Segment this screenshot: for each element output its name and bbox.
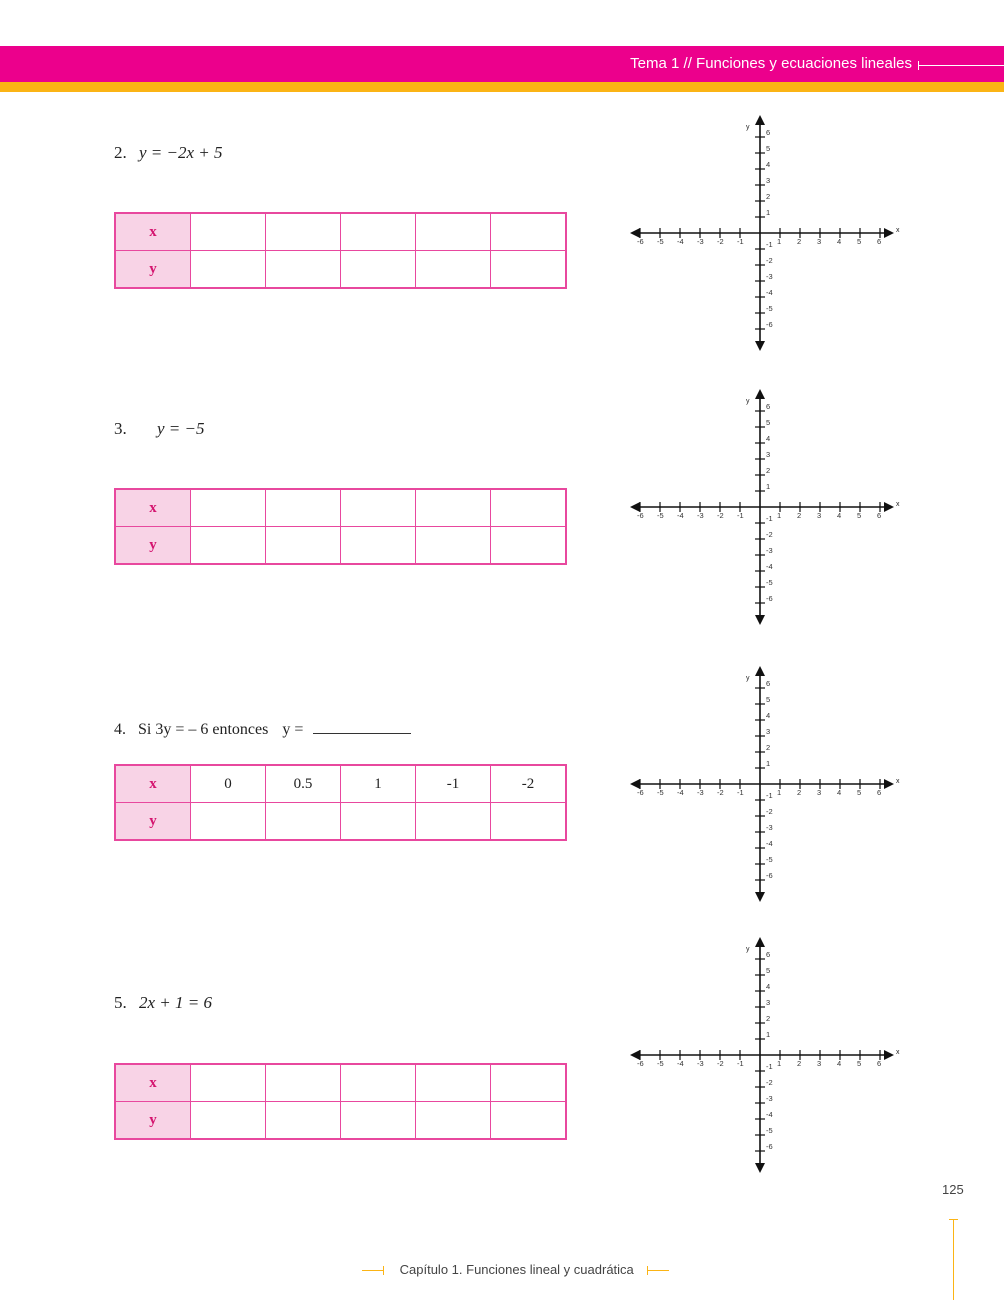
y-tick-label: -3 [766,823,773,832]
y-tick-label: -2 [766,807,773,816]
coordinate-axes-4 [628,664,908,904]
y-cell[interactable] [266,251,341,289]
x-tick-label: 4 [837,788,842,797]
x-tick-label: -2 [717,511,724,520]
value-table-3 [114,488,567,565]
x-tick-label: 3 [817,237,822,246]
problem-3 [114,419,205,439]
x-cell[interactable] [191,213,266,251]
x-tick-label: 6 [877,511,882,520]
problem-statement: Si 3y = – 6 entonces [138,721,269,738]
y-tick-label: 3 [766,998,771,1007]
table-x-header: x [115,489,191,527]
table-x-header: x [115,1064,191,1102]
x-tick-label: -5 [657,511,664,520]
y-tick-label: 4 [766,711,771,720]
y-axis-arrow-up [755,389,765,399]
y-tick-label: -4 [766,839,773,848]
x-tick-label: 2 [797,237,802,246]
x-tick-label: -2 [717,1059,724,1068]
y-tick-label: -2 [766,256,773,265]
value-table-4 [114,764,567,841]
y-tick-label: -5 [766,1126,773,1135]
y-axis-arrow-up [755,666,765,676]
y-cell[interactable] [416,527,491,565]
problem-2 [114,143,223,163]
x-tick-label: -5 [657,1059,664,1068]
page-number: 125 [942,1182,964,1197]
table-y-header: y [115,251,191,289]
x-tick-label: -6 [637,237,644,246]
x-cell[interactable] [491,213,567,251]
y-cell[interactable] [341,527,416,565]
x-tick-label: -5 [657,237,664,246]
x-cell[interactable] [416,489,491,527]
y-tick-label: 4 [766,160,771,169]
y-cell[interactable] [491,803,567,841]
x-cell[interactable] [491,489,567,527]
x-tick-label: -3 [697,511,704,520]
y-tick-label: 6 [766,679,771,688]
x-tick-label: -5 [657,788,664,797]
coordinate-axes-2 [628,113,908,353]
footer [362,1262,669,1277]
x-tick-label: 6 [877,237,882,246]
x-tick-label: -6 [637,511,644,520]
x-cell: 1 [341,765,416,803]
y-cell[interactable] [416,1102,491,1140]
x-tick-label: 1 [777,1059,782,1068]
y-tick-label: 3 [766,450,771,459]
x-tick-label: 6 [877,788,882,797]
x-cell: 0.5 [266,765,341,803]
x-axis-arrow-right [884,502,894,512]
problem-number: 2. [114,143,127,162]
y-axis-arrow-up [755,937,765,947]
y-axis-arrow-down [755,1163,765,1173]
y-cell[interactable] [266,803,341,841]
x-tick-label: -3 [697,237,704,246]
x-cell[interactable] [191,489,266,527]
y-cell[interactable] [191,803,266,841]
y-tick-label: -4 [766,288,773,297]
problem-number: 3. [114,419,127,438]
x-cell[interactable] [491,1064,567,1102]
x-tick-label: -4 [677,511,684,520]
x-cell[interactable] [266,213,341,251]
axes-svg [628,664,908,904]
axes-svg [628,113,908,353]
x-tick-label: 3 [817,1059,822,1068]
y-tick-label: -6 [766,320,773,329]
y-axis-label: y [746,946,750,953]
y-cell[interactable] [416,251,491,289]
y-tick-label: 6 [766,402,771,411]
problem-5 [114,993,212,1013]
y-tick-label: -1 [766,514,773,523]
y-cell[interactable] [266,1102,341,1140]
problem-equation: y = −2x + 5 [139,143,223,162]
y-axis-arrow-down [755,341,765,351]
y-tick-label: 2 [766,743,771,752]
x-axis-arrow-right [884,228,894,238]
x-tick-label: 3 [817,788,822,797]
y-tick-label: -2 [766,1078,773,1087]
x-tick-label: -2 [717,788,724,797]
x-cell: -1 [416,765,491,803]
y-axis-label: y [746,124,750,131]
header-yellow-stripe [0,82,1004,92]
side-rule [953,1220,954,1300]
y-axis-arrow-down [755,892,765,902]
x-tick-label: -4 [677,788,684,797]
x-tick-label: 2 [797,1059,802,1068]
y-tick-label: 1 [766,759,771,768]
x-tick-label: 4 [837,237,842,246]
table-y-header: y [115,1102,191,1140]
value-table-2 [114,212,567,289]
x-tick-label: -6 [637,1059,644,1068]
footer-rule-right [647,1270,669,1271]
y-tick-label: -6 [766,1142,773,1151]
x-tick-label: 4 [837,1059,842,1068]
y-axis-label: y [746,675,750,682]
y-tick-label: -5 [766,578,773,587]
problem-number: 4. [114,721,126,738]
x-tick-label: -1 [737,1059,744,1068]
x-cell[interactable] [266,1064,341,1102]
x-tick-label: 5 [857,788,862,797]
y-cell[interactable] [491,251,567,289]
y-tick-label: 1 [766,482,771,491]
x-tick-label: -3 [697,1059,704,1068]
x-axis-arrow-right [884,1050,894,1060]
y-tick-label: 5 [766,695,771,704]
y-tick-label: 2 [766,466,771,475]
footer-chapter: Capítulo 1. [399,1262,463,1277]
footer-title: Funciones lineal y cuadrática [466,1262,634,1277]
y-tick-label: -2 [766,530,773,539]
x-cell[interactable] [416,1064,491,1102]
x-tick-label: 5 [857,237,862,246]
y-tick-label: 2 [766,192,771,201]
x-axis-arrow-right [884,779,894,789]
x-tick-label: 1 [777,511,782,520]
answer-blank[interactable] [313,719,411,734]
table-x-header: x [115,765,191,803]
x-tick-label: 1 [777,237,782,246]
x-cell[interactable] [191,1064,266,1102]
x-tick-label: 4 [837,511,842,520]
y-cell[interactable] [491,1102,567,1140]
y-cell[interactable] [191,251,266,289]
y-tick-label: -6 [766,871,773,880]
y-cell[interactable] [191,1102,266,1140]
y-cell[interactable] [341,803,416,841]
x-tick-label: 2 [797,788,802,797]
table-x-header: x [115,213,191,251]
y-tick-label: -3 [766,546,773,555]
y-cell[interactable] [491,527,567,565]
y-tick-label: -4 [766,1110,773,1119]
y-cell[interactable] [266,527,341,565]
x-tick-label: 3 [817,511,822,520]
problem-4 [114,719,411,739]
y-axis-arrow-up [755,115,765,125]
y-tick-label: -1 [766,1062,773,1071]
y-tick-label: 6 [766,128,771,137]
x-tick-label: -1 [737,237,744,246]
problem-number: 5. [114,993,127,1012]
y-tick-label: -1 [766,240,773,249]
table-y-header: y [115,527,191,565]
coordinate-axes-5 [628,935,908,1175]
y-tick-label: 5 [766,144,771,153]
y-tick-label: 4 [766,434,771,443]
x-axis-label: x [896,778,900,785]
y-cell[interactable] [341,251,416,289]
y-tick-label: 3 [766,176,771,185]
axes-svg [628,387,908,627]
y-tick-label: 5 [766,966,771,975]
problem-equation: 2x + 1 = 6 [139,993,212,1012]
x-tick-label: -2 [717,237,724,246]
axes-svg [628,935,908,1175]
y-tick-label: -6 [766,594,773,603]
y-tick-label: 2 [766,1014,771,1023]
y-tick-label: -4 [766,562,773,571]
coordinate-axes-3 [628,387,908,627]
x-tick-label: -3 [697,788,704,797]
x-tick-label: 5 [857,1059,862,1068]
x-cell[interactable] [416,213,491,251]
table-y-header: y [115,803,191,841]
x-tick-label: -6 [637,788,644,797]
y-tick-label: 4 [766,982,771,991]
y-tick-label: -3 [766,272,773,281]
x-cell[interactable] [341,1064,416,1102]
x-axis-label: x [896,1049,900,1056]
x-tick-label: -1 [737,511,744,520]
x-tick-label: -4 [677,1059,684,1068]
y-cell[interactable] [341,1102,416,1140]
answer-label: y = [282,721,304,738]
y-axis-label: y [746,398,750,405]
y-tick-label: 5 [766,418,771,427]
x-cell: -2 [491,765,567,803]
x-cell[interactable] [341,489,416,527]
y-tick-label: 3 [766,727,771,736]
y-tick-label: -5 [766,304,773,313]
y-tick-label: 1 [766,1030,771,1039]
header-rule [918,65,1004,66]
x-axis-label: x [896,501,900,508]
x-tick-label: 1 [777,788,782,797]
y-tick-label: 6 [766,950,771,959]
x-tick-label: 2 [797,511,802,520]
value-table-5 [114,1063,567,1140]
y-tick-label: 1 [766,208,771,217]
header-title: Tema 1 // Funciones y ecuaciones lineales [630,55,912,72]
problem-equation: y = −5 [157,419,205,438]
x-tick-label: 5 [857,511,862,520]
y-tick-label: -5 [766,855,773,864]
y-tick-label: -1 [766,791,773,800]
x-cell[interactable] [341,213,416,251]
y-cell[interactable] [191,527,266,565]
x-cell: 0 [191,765,266,803]
y-tick-label: -3 [766,1094,773,1103]
x-tick-label: 6 [877,1059,882,1068]
y-axis-arrow-down [755,615,765,625]
x-cell[interactable] [266,489,341,527]
x-axis-label: x [896,227,900,234]
footer-rule-left [362,1270,384,1271]
x-tick-label: -1 [737,788,744,797]
y-cell[interactable] [416,803,491,841]
x-tick-label: -4 [677,237,684,246]
